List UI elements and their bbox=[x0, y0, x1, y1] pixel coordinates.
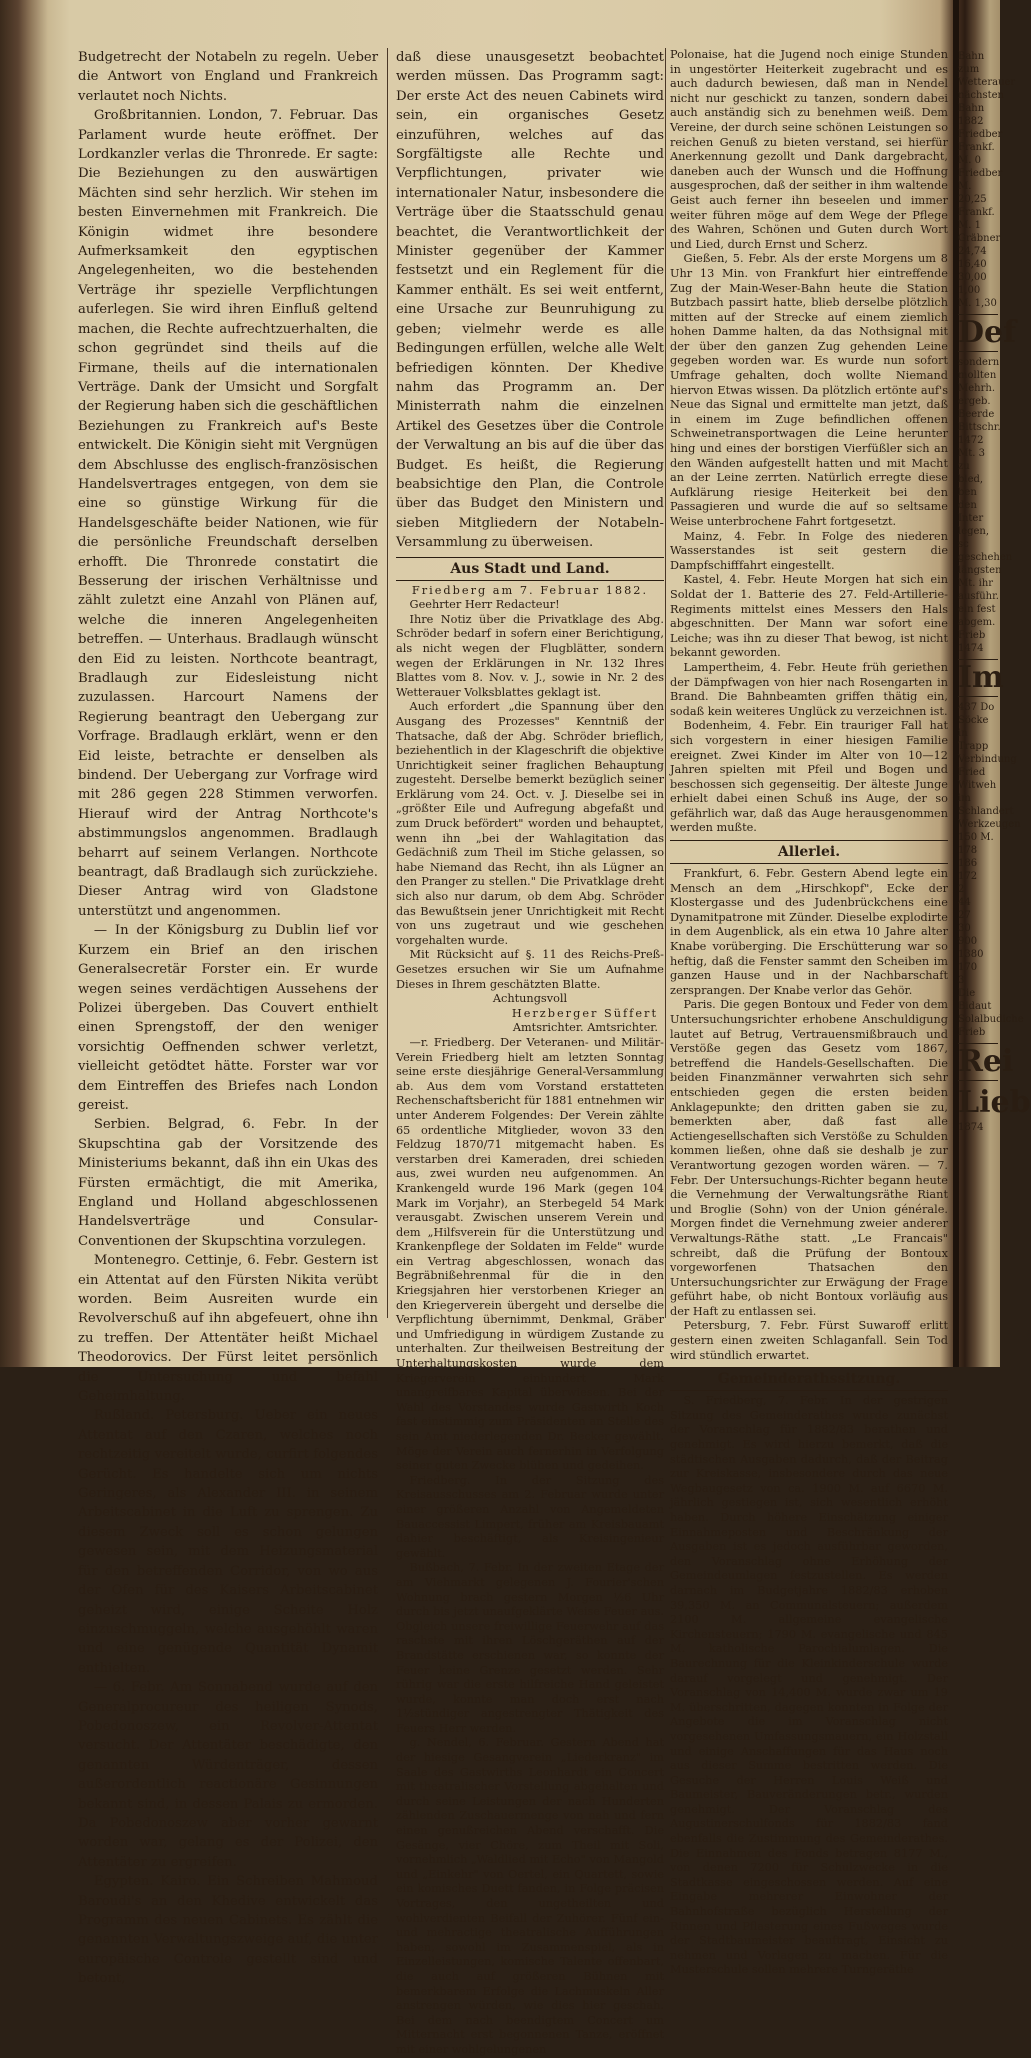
fragment-line: abgem. bbox=[958, 617, 996, 628]
section-heading: Allerlei. bbox=[670, 840, 948, 864]
fragment-line: Bahn bbox=[958, 103, 985, 114]
fragment-line: Verbindung bbox=[958, 754, 1017, 765]
news-item: Petersburg, 7. Febr. Fürst Suwaroff erlitt gestern einen zweiten Schlaganfall. Sein Tod wird stündlich erwartet. bbox=[670, 1319, 948, 1362]
fragment-line: M. 0 bbox=[958, 155, 981, 166]
section-heading: Aus Stadt und Land. bbox=[396, 557, 664, 581]
fragment-line: ergeb. bbox=[958, 396, 991, 407]
fragment-line: Mt. 3 zu bbox=[958, 448, 985, 472]
fragment-line: 27 bbox=[958, 910, 971, 921]
fragment-line: Witweh bbox=[958, 780, 997, 791]
column-rule bbox=[387, 48, 388, 1318]
fragment-line: sondern bbox=[958, 357, 1000, 368]
article-paragraph: Großbritannien. London, 7. Februar. Das Parlament wurde heute eröffnet. Der Lordkanzler verlas die Thronrede. Er sagte: Die Beziehungen zu den auswärtigen Mächten sind sehr herzlich. Wir stehen im besten Einvernehmen mit Frankreich. Die Königin widmet ihre besondere Aufmerksamkeit den egyptischen Angelegenheiten, wo die bestehenden Verträge ihr spezielle Verpflichtungen auferlegen. Sie wird ihren Einfluß geltend machen, die Rechte aufrechtzuerhalten, die schon gegründet sind theils auf die Firmane, theils auf die internationalen Verträge. Dank der Umsicht und Sorgfalt der Regierung haben sich die geschäftlichen Beziehungen zu Frankreich auf's Beste entwickelt. Die Königin sieht mit Vergnügen dem Abschlusse des englisch-französischen Handelsvertrages entgegen, von dem sie eine so günstige Wirkung für die Handelsgeschäfte beider Nationen, wie für die persönliche Freundschaft derselben erhofft. Die Thronrede constatirt die Besserung der irischen Verhältnisse und zählt zuletzt eine Anzahl von Plänen auf, welche die inneren Angelegenheiten betreffen. — Unterhaus. Bradlaugh wünscht den Eid zu leisten. Northcote beantragt, Bradlaugh zur Eidesleistung nicht zuzulassen. Harcourt Namens der Regierung beantragt den Uebergang zur Vorfrage. Bradlaugh erklärt, wenn er den Eid leiste, betrachte er denselben als bindend. Der Uebergang zur Vorfrage wird mit 286 gegen 228 Stimmen verworfen. Hierauf wird der Antrag Northcote's abstimmungslos angenommen. Bradlaugh beharrt auf seinem Verlangen. Northcote beantragt, daß Bradlaugh sich zurückziehe. Dieser Antrag wird von Gladstone unterstützt und angenommen. bbox=[78, 108, 378, 919]
fragment-line: mollten bbox=[958, 370, 997, 381]
fragment-number: 1474 bbox=[958, 643, 984, 654]
news-item: —r. Friedberg. Der Veteranen- und Militär-Verein Friedberg hielt am letzten Sonntag seine erste diesjährige General-Versammlung ab. Aus dem vom Vorstand erstatteten Rechenschaftsbericht für 1881 entnehmen wir unter Anderem Folgendes: Der Verein zählte 65 ordentliche Mitglieder, wovon 33 den Feldzug 1870/71 mitgemacht haben. Es verstarben drei Kameraden, drei schieden aus, zwei wurden neu aufgenommen. An Krankengeld wurde 196 Mark (gegen 104 Mark im Vorjahr), an Sterbegeld 54 Mark verausgabt. Zwischen unserem Verein und dem „Hilfsverein für die Unterstützung und Krankenpflege der Soldaten im Felde" wurde ein Vertrag abgeschlossen, wonach das Begräbnißehrenmal für die in den Kriegsjahren hier verstorbenen Krieger an den Kriegerverein übergeht und derselbe die Verpflichtung übernimmt, Denkmal, Gräber und Umfriedigung in würdigem Zustande zu unterhalten. Zur theilweisen Bestreitung der Unterhaltungskosten wurde dem Kriegerverein einhundert Mark unangreifbares Kapital überwiesen. Bei der Wahl des Vorstandes wurde Gastwirth Koch fast einstimmig zum Präsidenten an Stelle des sein Amt niederlegenden Dr. Becker gewählt. Möge der Verein auch fernerhin in Verfolgung seiner guten Zwecke blühen und gedeihen. bbox=[396, 1035, 664, 1473]
adjacent-page-fragment bbox=[958, 50, 1031, 1340]
letter-signer-titles: Amtsrichter. Amtsrichter. bbox=[512, 1021, 658, 1035]
news-item: Lampertheim, 4. Febr. Heute früh geriethen der Dämpfwagen von hier nach Rosengarten in Brand. Die Bahnbeamten griffen thätig ein, sodaß kein weiteres Unglück zu verzeichnen ist. bbox=[670, 660, 948, 718]
column-1 bbox=[78, 48, 378, 1987]
letter-paragraph: Ihre Notiz über die Privatklage des Abg. Schröder bedarf in sofern einer Berichtigung, als nicht wegen der Flugblätter, sondern wegen der Erklärungen in Nr. 132 Ihres Blattes vom 8. Nov. v. J., sowie in Nr. 2 des Wetterauer Volksblattes geklagt ist. bbox=[396, 612, 664, 699]
fragment-line: 178 bbox=[958, 845, 978, 856]
fragment-line: 1,00 bbox=[958, 285, 981, 296]
letter-closing: Achtungsvoll bbox=[492, 992, 568, 1006]
article-paragraph: Egypten. Kairo. Ein Schreiben Mahmoud Baroudi's an den Khedive entwickelt das Programm des neuen Cabinets. Es zählt die genannten Verwaltungszweige auf, die unter europäische Controle gestellt sind und betont, bbox=[78, 1874, 378, 1987]
fragment-line: 150 M. bbox=[958, 832, 994, 843]
fragment-line: nächsten bbox=[958, 90, 1004, 101]
fragment-line: Friedber bbox=[958, 129, 1003, 140]
fragment-line: Mehrh. bbox=[958, 383, 995, 394]
fragment-number: 1874 bbox=[958, 1122, 984, 1133]
article-paragraph: Serbien. Belgrad, 6. Febr. In der Skupschtina gab der Vorsitzende des Ministeriums bekannt, daß ihn ein Ukas des Fürsten ermächtigt, die mit Amerika, England und Holland abgeschlossenen Handelsverträge und Consular-Conventionen der Skupschtina vorzulegen. bbox=[78, 1117, 378, 1249]
article-paragraph: Rußland. Petersburg. Ueber ein neues Attentat auf den Czaren, welches noch rechtzeitig vereitelt wurde, curfirt folgendes Gerücht. Es handelte sich um nichts Geringeres, als Alexander III. in seinem Arbeitscabinet in die Luft zu sprengen. Zu diesem Zweck soll es schon gelungen gewesen sein, mit dem Heizungsmaterial für den betreffenden Corridor, von wo aus der Ofen für des Kaisers Arbeitscabinet geheizt wird, einige Scheite Holz einzuschmuggeln, welche ausgehöhlt waren und eine genügende Quantität Dynamit enthielten. bbox=[78, 1408, 378, 1676]
news-item: Kastel, 4. Febr. Heute Morgen hat sich ein Soldat der 1. Batterie des 27. Feld-Artillerie-Regiments mittelst eines Messers den Hals abgeschnitten. Der Mann war sofort eine Leiche; was ihn zu dieser That bewog, ist nicht bekannt geworden. bbox=[670, 573, 948, 660]
fragment-line: 170 bbox=[958, 962, 978, 973]
fragment-line: 1882 bbox=[958, 116, 984, 127]
fragment-line: Frankf. bbox=[958, 207, 995, 218]
fragment-line: Gräbner bbox=[958, 233, 1001, 244]
fragment-line: 1380 bbox=[958, 949, 984, 960]
article-paragraph: Budgetrecht der Notabeln zu regeln. Ueber die Antwort von England und Frankreich verlautet noch Nichts. bbox=[78, 50, 378, 104]
council-report: S. Friedberg, 7. Febr. In der gestrigen Sitzung des Gemeinderathes wurde zunächst der Voranschlag für 1882/83 berathen und genehmigt. Es wird hierzu bemerkt, daß die städtischen Ausgaben dadurch, daß der Beitrag zur Kreiskasse, insbesondere durch das neue Wegbaugesetz von ca. 1900 M. auf 6670 M. jährlich gestiegen ist, sich wesentlich erhöht haben. Durch höhere Einschätzung einiger Einnahmeposten und Beschränkung der Ausgaben ist es jedoch ausführbar geworden, den Voranschlag ohne Erhöhung der Gemeindeumlagen festzustellen. Es werden darnach im Budgetjahre 1882/83 erhoben 39,350 M. an Communalsteuern; außerdem 2100 M. allgemeine evangelische Kirchensteuern; 1790 M. evangelische und 845 M. katholische Parochialumlagen. Die Baurechnung für die Kleinkinderschule wurde darauf vorgelegt und genehmigt. Der Voranschlag von 14,400 M. wurde zwar um 19 M. überschritten, dagegen konnten in Folge der Angebote die im Voranschlag nicht vorgesehenen Umfassungsmauern, ein Holzstall und einige Anschaffungen für das Haus noch aus dieser Summe bestritten werden. Die Gesuche der Herren Louis Weiß und Baumeister, Bauveränderungen betr., wurden genehmigt. Der Voranschlag des Augustinerschulfonds für 1882/83 fand ebenfalls die Zustimmung des Gemeinderathes. Die Einnahmen des Fonds betragen 8177 M., von denen 7200 für Schulzwecke in die Stadtkasse eingeschossen werden. Auf eine Eingabe mehrerer Einwohner der Bahnhofstraße bezüglich Herstellung der Rinnen und Pflasterung eines Fußweges wurde der Stadtbaumeister beauftragt, Einsicht zu nehmen und Vorlagen zu machen. Für die Musterschule sollen mehrere Turngeräthe bbox=[670, 1394, 948, 1977]
column-2 bbox=[396, 48, 664, 2056]
column-rule bbox=[665, 48, 666, 1318]
news-item: Bußbach, 7. Febr. In der zweiten Etage der am Viehmarkt gelegenen J. Fourier'schen Wohnung brach gestern Morgen ½6 Uhr durch bis jetzt unaufgeklärte Weise Feuer aus. Obgleich unsere freiwillige Feuerwehr auf das raschste mit ihren Löschgeräthen auf der Brandstätte erschienen war, so konnte der Feuer keine Grenze gesetzt werden. Sehr rührig war die erste hilfreiche Hand geleistet wurde, konnte man doch erst nach 1½stündiger angestrengter Thätigkeit des Feuers Herr werden. bbox=[396, 1561, 664, 1735]
fragment-line: 3 bbox=[958, 975, 965, 986]
fragment-line: längsten bbox=[958, 565, 1002, 576]
fragment-line: Friedber bbox=[958, 168, 1003, 179]
salutation: Geehrter Herr Redacteur! bbox=[409, 598, 560, 612]
fragment-line: legen, sc bbox=[958, 526, 990, 550]
fragment-line: Bahn bbox=[958, 51, 985, 62]
fragment-line: 30,00 bbox=[958, 272, 987, 283]
fragment-line: 16,40 bbox=[958, 259, 987, 270]
fragment-line: 44 bbox=[958, 897, 971, 908]
fragment-line: M. 20,25 bbox=[958, 181, 987, 205]
fragment-line: Werkzeugen bbox=[958, 819, 1021, 830]
dateline: Friedberg am 7. Februar 1882. bbox=[411, 583, 649, 597]
letter-paragraph: Auch erfordert „die Spannung über den Ausgang des Prozesses" Kenntniß der Thatsache, daß der Abg. Schröder brieflich, beziehentlich in der Klageschrift die objektive Unrichtigkeit seiner fraglichen Behauptung zugesteht. Derselbe bemerkt bezüglich seiner Erklärung vom 24. Oct. v. J. Dieselbe sei in „größter Eile und Aufregung abgefaßt und zum Druck befördert" worden und behauptet, wenn ihn „bei der Wahlagitation das Gedächniß zum Theil im Stiche gelassen, so habe Niemand das Recht, ihn als Lügner an den Pranger zu stellen." Die Privatklage dreht sich also nur darum, ob dem Abg. Schröder das Bewußtsein jener Unrichtigkeit mit Recht von uns zugetraut und wie geschehen vorgehalten wurde. bbox=[396, 700, 664, 947]
news-item: Mainz, 4. Febr. In Folge des niederen Wasserstandes ist seit gestern die Dampfschifffahrt eingestellt. bbox=[670, 529, 948, 572]
fragment-heading: Im bbox=[958, 660, 1004, 695]
fragment-heading: Lieb bbox=[958, 1085, 1031, 1120]
fragment-line: Die bbox=[958, 988, 976, 999]
news-item: Paris. Die gegen Bontoux und Feder von dem Untersuchungsrichter erhobene Anschuldigung lautet auf Betrug, Vertrauensmißbrauch und Verstöße gegen das Gesetz vom 1867, betreffend die Handels-Gesellschaften. Die beiden Finanzmänner verwahrten sich sehr entschieden gegen die ersten beiden Anklagepunkte; den dritten gaben sie zu, bemerkten aber, daß fast alle Actiengesellschaften sich Verstöße zu Schulden kommen ließen, ohne daß sie deshalb je zur Verantwortung gezogen worden wären. — 7. Febr. Der Untersuchungs-Richter begann heute die Vernehmung der Verwaltungsräthe Riant und Broglie (Sohn) von der Union générale. Morgen findet die Vernehmung zweier anderer Verwaltungs-Räthe statt. „Le Francais" schreibt, daß die Prüfung der Bontoux vorgeworfenen Thatsachen den Untersuchungsrichter zur Erwägung der Frage geführt habe, ob nicht Bontoux vorläufig aus der Haft zu entlassen sei. bbox=[670, 998, 948, 1318]
article-paragraph: — 6. Febr. Am Sonnabend wurde auf den Generalprocureur des heiligen Synods, Pobedonoszew, ein Revolver-Attentat versucht. Der Attentäter beschädigte, den genannten Würdenträger, dessen außerordentlich reactionäre Gesinnungen bekannt sind, in dessen Palais zu ermorden. Da Pobedonoszew aber vorher gewarnt worden war, gelang es der Polizei, den Attentäter zu ergreifen. bbox=[78, 1680, 378, 1870]
article-paragraph: Montenegro. Cettinje, 6. Febr. Gestern ist ein Attentat auf den Fürsten Nikita verübt worden. Beim Ausreiten wurde ein Revolverschuß auf ihn abgefeuert, ohne ihn zu treffen. Der Attentäter heißt Michael Theodorovics. Der Fürst leitet persönlich die Untersuchung und befahl Geheimhaltung. bbox=[78, 1253, 378, 1405]
fragment-line: Schlandert bbox=[958, 806, 1014, 817]
fragment-line: den Inter bbox=[958, 500, 984, 524]
fragment-line: Fried bbox=[958, 767, 986, 778]
fragment-line: Trapp bbox=[958, 741, 989, 752]
letter-signers: Herzberger Süffert bbox=[511, 1006, 658, 1020]
news-item: Gießen, 5. Febr. Als der erste Morgens um 8 Uhr 13 Min. von Frankfurt hier eintreffende Zug der Main-Weser-Bahn heute die Station Butzbach passirt hatte, blieb derselbe plötzlich mitten auf der Strecke auf einem ziemlich hohen Damme halten, da das Nothsignal mit der über den ganzen Zug gehenden Leine gegeben worden war. Es wurde nun sofort Umfrage gehalten, doch wollte Niemand hiervon Etwas wissen. Da plötzlich ertönte auf's Neue das Signal und ermittelte man jetzt, daß in einem im Zuge befindlichen offenen Schweinetransportwagen die Leine herunter hing und eines der borstigen Vierfüßler sich an den Wänden aufgestellt hatten und mit Macht an der Leine zerrten. Natürlich erregte diese Aufklärung riesige Heiterkeit bei den Passagieren und wurde die auf so seltsame Weise unterbrochene Fahrt fortgesetzt. bbox=[670, 252, 948, 528]
section-heading: Gemeinderathssitzung. bbox=[670, 1367, 948, 1391]
fragment-line: Wetterauer bbox=[958, 77, 1016, 88]
news-item: g. Nendel, 6. Februar. Gestern Abend hat der hiesige Gesangverein „Liederkranz" im Saale des Gastwirths Leonhardt ein Concert mit theatralischer Vorstellung abgehalten und durch seine Leistungen der nach Hunderten zählenden Zuschauermenge von nah und fern einen genußreichen Abend verschafft. Die Gesänge, vier Chöre, zum Theil mit Soli, vornehmlich „Waldlied mit Echo" von Mangold und „Einkehr" von Oertel, ein Quartett, sowie ein komisches Duett fanden, in Folge präcisen Vortrages, den ungetheilten und wohlverdienten Beifall der Zuhörer. Fünf ein- und mehractige theatralische Aufführungen haben, sowohl im Zusammenspiel, als in Einzelleistungen, komische Talente offenbart, die auch auf größeren Bühnen mit bemerkbarem Erfolge die Lachmuskeln Aller anstrengen würden, wie dies hier geschah. Bei dem nach beendigtem Concert um Mitternacht erst begonnenen Tanze, eröffnet mit einer wohlgelungenen bbox=[396, 1736, 664, 2056]
fragment-line: 2 bbox=[958, 884, 965, 895]
fragment-line: Solalbudiche bbox=[958, 1014, 1024, 1025]
fragment-line: M. 1 bbox=[958, 220, 981, 231]
fragment-line: Söcke in bbox=[958, 715, 989, 739]
fragment-line: ausführ. bbox=[958, 591, 999, 602]
fragment-line: 437 Do bbox=[958, 702, 995, 713]
column-3 bbox=[670, 48, 948, 1977]
news-item: Frankfurt, 6. Febr. Gestern Abend legte ein Mensch an dem „Hirschkopf", Ecke der Klostergasse und des Judenbrückchens eine Dynamitpatrone mit Zünder. Dieselbe explodirte in dem Augenblick, als ein etwa 10 Jahre alter Knabe vorüberging. Die Erschütterung war so heftig, daß die Fenster sammt den Scheiben im ganzen Hause und in der Nachbarschaft zersprangen. Der Knabe verlor das Gehör. bbox=[670, 867, 948, 997]
fragment-line: Bittschr. bbox=[958, 422, 1001, 433]
fragment-line: im bbox=[958, 793, 971, 804]
fragment-line: 172 bbox=[958, 871, 978, 882]
fragment-line: geschehen bbox=[958, 552, 1013, 563]
fragment-heading: Def bbox=[958, 315, 1017, 350]
fragment-line: ein fest bbox=[958, 604, 996, 615]
fragment-line: M. 1,30 bbox=[958, 298, 997, 309]
article-paragraph: — In der Königsburg zu Dublin lief vor Kurzem ein Brief an den irischen Generalsecretär Forster ein. Er wurde wegen seines verdächtigen Aussehens der Polizei übergeben. Das Couvert enthielt einen Sprengstoff, der den weniger vorsichtig Oeffnenden schwer verletzt, vielleicht getödtet hätte. Forster war vor dem Eintreffen des Briefes nach London gereist. bbox=[78, 923, 378, 1113]
newspaper-page bbox=[78, 48, 950, 2056]
fragment-line: Bidaut bbox=[958, 1001, 992, 1012]
news-item: Bodenheim, 4. Febr. Ein trauriger Fall hat sich vorgestern in einer hiesigen Familie ereignet. Zwei Kinder im Alter von 10—12 Jahren spielten mit Pfeil und Bogen und beschossen sich gegenseitig. Der älteste Junge erhielt dabei einen Schuß ins Auge, der so gefährlich war, daß das Auge herausgenommen werden mußte. bbox=[670, 719, 948, 835]
fragment-line: Frieb bbox=[958, 1027, 986, 1038]
fragment-line: zum bbox=[958, 64, 980, 75]
fragment-heading: Rei bbox=[958, 1044, 1014, 1079]
fragment-line: 186 bbox=[958, 858, 978, 869]
letter-paragraph: Mit Rücksicht auf §. 11 des Reichs-Preß-Gesetzes ersuchen wir Sie um Aufnahme Dieses in Ihrem geschätzten Blatte. bbox=[396, 948, 664, 991]
fragment-line: 900 bbox=[958, 936, 978, 947]
article-paragraph: daß diese unausgesetzt beobachtet werden müssen. Das Programm sagt: Der erste Act des neuen Cabinets wird sein, ein organisches Gesetz einzuführen, welches auf das Sorgfältigste alle Rechte und Verpflichtungen, privater wie internationaler Natur, insbesondere die Verträge über die Staatsschuld genau beachtet, die Verantwortlichkeit der Minister gegenüber der Kammer festsetzt und ein Reglement für die Kammer enthält. Es sei weit entfernt, eine Ursache zur Beunruhigung zu geben; vielmehr werde es alle Bedingungen erfüllen, welche alle Welt befriedigen könnten. Der Khedive nahm das Programm an. Der Ministerrath nahm die einzelnen Artikel des Gesetzes über die Controle der Verwaltung an bis auf die über das Budget. Es heißt, die Regierung beabsichtige den Plan, die Controle über das Budget den Ministern und sieben Mitgliedern der Notabeln-Versammlung zu überweisen. bbox=[396, 50, 664, 551]
fragment-line: Frieb bbox=[958, 630, 986, 641]
fragment-line: Frankf. bbox=[958, 142, 995, 153]
fragment-number: 1472 bbox=[958, 435, 984, 446]
article-paragraph: Polonaise, hat die Jugend noch einige Stunden in ungestörter Heiterkeit zugebracht und es auch dadurch bewiesen, daß man in Nendel nicht nur geschickt zu tanzen, sondern dabei auch anständig sich zu benehmen weiß. Dem Vereine, der durch seine schönen Leistungen so reichen Genuß zu bieten verstand, sei hierfür Anerkennung gezollt und Dank dargebracht, daneben auch der Wunsch und die Hoffnung ausgesprochen, daß der seither in ihm waltende Geist auch ferner ihn beseelen und immer weiter führen möge auf dem Wege der Pflege des Wahren, Schönen und Guten durch Wort und Lied, durch Ernst und Scherz. bbox=[670, 48, 948, 251]
fragment-line: Beerde bbox=[958, 409, 995, 420]
fragment-line: Mt. ihr bbox=[958, 578, 994, 589]
news-item: Friedberg. In der Sitzung des Kreisausschusses am 2. Februar wurde unter einer größeren Anzahl von Angemeldeten Bauaccessist Limpert, früher am Kreisbauamt dahier beschäftigt, als Kreisingenieur gewählt. bbox=[396, 1473, 664, 1560]
fragment-line: bled, ben bbox=[958, 474, 984, 498]
fragment-line: 24,74 bbox=[958, 246, 987, 257]
fragment-line: 30 bbox=[958, 923, 971, 934]
